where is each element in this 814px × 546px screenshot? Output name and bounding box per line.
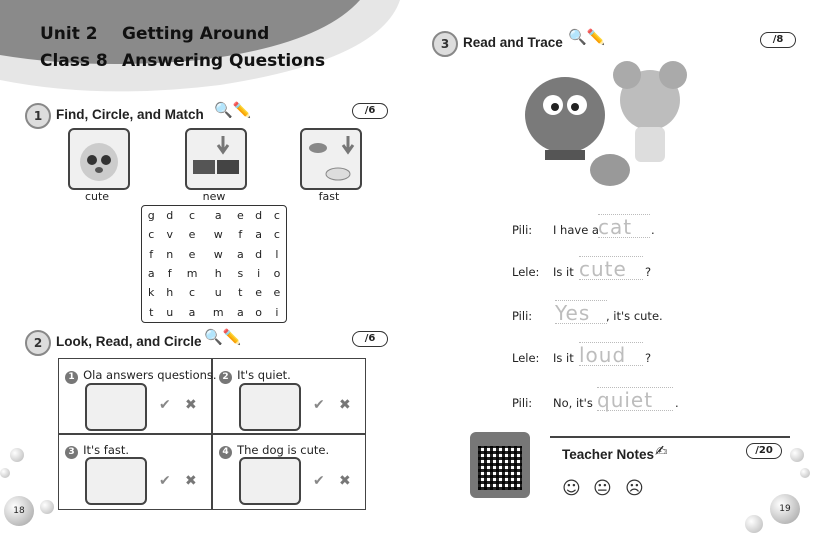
section-3-title: Read and Trace (463, 35, 563, 50)
grid-letter[interactable]: o (273, 267, 281, 281)
grid-row (142, 245, 286, 264)
books-icon (187, 130, 245, 188)
word-search-grid[interactable] (141, 205, 287, 323)
class-label: Class 8 (40, 51, 108, 71)
grid-letter[interactable]: i (275, 305, 279, 319)
grid-letter[interactable]: e (188, 228, 196, 242)
total-score: /20 (746, 443, 782, 459)
skill-icons: 🔍✏️ (204, 328, 242, 346)
grid-letter[interactable]: n (166, 247, 174, 261)
grid-letter[interactable]: l (275, 247, 279, 261)
grid-letter[interactable]: w (213, 247, 223, 261)
check-icon[interactable]: ✔ (159, 397, 171, 413)
item-4 (219, 439, 329, 459)
line-suffix: , it's cute. (606, 309, 663, 323)
grid-row (142, 264, 286, 283)
grid-row (142, 303, 286, 322)
decorative-bubble (790, 448, 804, 462)
grid-letter[interactable]: f (167, 267, 172, 281)
grid-letter[interactable]: f (149, 247, 154, 261)
trace-box[interactable] (579, 342, 643, 366)
grid-letter[interactable]: a (236, 305, 244, 319)
qr-code-box[interactable] (470, 432, 530, 498)
grid-letter[interactable]: h (166, 286, 174, 300)
decorative-bubble (0, 468, 10, 478)
teacher-notes-label: Teacher Notes (562, 447, 655, 462)
page-number-left: 18 (4, 496, 34, 526)
grid-letter[interactable]: d (166, 209, 174, 223)
page-number-right: 19 (770, 494, 800, 524)
item-3 (65, 439, 129, 459)
item-text: Ola answers questions. (83, 368, 217, 382)
section-1-title: Find, Circle, and Match (56, 107, 204, 122)
item-number: 2 (219, 371, 232, 384)
decorative-bubble (10, 448, 24, 462)
checkmark-pencil-icon: ✍ (655, 442, 668, 460)
grid-letter[interactable]: t (238, 286, 243, 300)
skill-icons: 🔍✏️ (214, 101, 252, 119)
grid-row (142, 225, 286, 244)
grid-letter[interactable]: g (147, 209, 155, 223)
item-text: It's quiet. (237, 368, 291, 382)
sad-face-icon[interactable]: ☹ (625, 478, 644, 499)
section-1-score: /6 (352, 103, 388, 119)
line-prefix: Is it (553, 265, 574, 279)
decorative-bubble (745, 515, 763, 533)
trace-word: loud (579, 343, 627, 367)
speaker-label: Lele: (512, 351, 540, 365)
cross-icon[interactable]: ✖ (339, 473, 351, 489)
grid-letter[interactable]: w (213, 228, 223, 242)
grid-letter[interactable]: e (236, 209, 244, 223)
page-title: Getting Around (122, 24, 270, 44)
speaker-label: Lele: (512, 265, 540, 279)
new-books-picture (185, 128, 247, 190)
divider (550, 436, 790, 438)
item-number: 4 (219, 446, 232, 459)
grid-letter[interactable]: d (255, 209, 263, 223)
item-1-picture (85, 383, 147, 431)
characters-illustration (515, 55, 705, 205)
cute-dog-picture (68, 128, 130, 190)
grid-letter[interactable]: c (273, 228, 280, 242)
trace-box[interactable] (597, 387, 673, 411)
trace-box[interactable] (555, 300, 607, 324)
cross-icon[interactable]: ✖ (339, 397, 351, 413)
qr-code-icon (478, 446, 522, 490)
grid-letter[interactable]: e (255, 286, 262, 300)
line-suffix: . (675, 396, 679, 410)
trace-word: quiet (597, 388, 654, 412)
grid-row (142, 206, 286, 225)
grid-letter[interactable]: c (189, 286, 196, 300)
grid-letter[interactable]: d (255, 247, 263, 261)
rabbit-turtle-icon (302, 130, 360, 188)
grid-letter[interactable]: s (237, 267, 244, 281)
line-prefix: I have a (553, 223, 599, 237)
section-2-badge: 2 (25, 330, 51, 356)
line-prefix: No, it's (553, 396, 593, 410)
grid-letter[interactable]: c (273, 209, 280, 223)
trace-word: cute (579, 257, 627, 281)
trace-word: cat (598, 215, 633, 239)
grid-letter[interactable]: a (147, 267, 155, 281)
check-icon[interactable]: ✔ (159, 473, 171, 489)
grid-letter[interactable]: o (255, 305, 262, 319)
item-3-picture (85, 457, 147, 505)
grid-letter[interactable]: e (273, 286, 281, 300)
caption-fast: fast (318, 190, 340, 203)
fast-rabbit-picture (300, 128, 362, 190)
dog-icon (70, 130, 128, 188)
unit-label: Unit 2 (40, 24, 98, 44)
grid-letter[interactable]: a (188, 305, 196, 319)
grid-letter[interactable]: h (214, 267, 222, 281)
section-1-badge: 1 (25, 103, 51, 129)
item-text: It's fast. (83, 443, 130, 457)
skill-icons: 🔍✏️ (568, 28, 606, 46)
section-2-title: Look, Read, and Circle (56, 334, 202, 349)
line-suffix: ? (645, 265, 652, 279)
speaker-label: Pili: (512, 223, 533, 237)
caption-new: new (202, 190, 226, 203)
caption-cute: cute (84, 190, 110, 203)
item-4-picture (239, 457, 301, 505)
grid-letter[interactable]: a (236, 247, 244, 261)
header-banner (0, 0, 410, 92)
item-number: 3 (65, 446, 78, 459)
item-number: 1 (65, 371, 78, 384)
trace-word: Yes (555, 301, 591, 325)
trace-box[interactable] (598, 214, 650, 238)
cross-icon[interactable]: ✖ (185, 397, 197, 413)
item-2-picture (239, 383, 301, 431)
trace-box[interactable] (579, 256, 643, 280)
grid-letter[interactable]: c (148, 228, 155, 242)
neutral-face-icon[interactable]: 😐 (593, 478, 612, 499)
grid-letter[interactable]: t (149, 305, 154, 319)
line-prefix: Is it (553, 351, 574, 365)
grid-letter[interactable]: a (255, 228, 262, 242)
grid-letter[interactable]: f (238, 228, 243, 242)
grid-letter[interactable]: i (257, 267, 261, 281)
decorative-bubble (40, 500, 54, 514)
section-2-score: /6 (352, 331, 388, 347)
grid-letter[interactable]: u (214, 286, 222, 300)
speaker-label: Pili: (512, 396, 533, 410)
decorative-bubble (800, 468, 810, 478)
speaker-label: Pili: (512, 309, 533, 323)
grid-letter[interactable]: v (166, 228, 173, 242)
line-suffix: ? (645, 351, 652, 365)
page-subtitle: Answering Questions (122, 51, 326, 71)
cross-icon[interactable]: ✖ (185, 473, 197, 489)
item-2 (219, 364, 291, 384)
grid-letter[interactable]: m (212, 305, 224, 319)
item-text: The dog is cute. (237, 443, 330, 457)
section-3-score: /8 (760, 32, 796, 48)
look-read-circle-panel (58, 358, 366, 510)
grid-letter[interactable]: k (148, 286, 155, 300)
line-suffix: . (651, 223, 655, 237)
smile-face-icon[interactable]: ☺ (562, 478, 581, 499)
divider (59, 433, 365, 435)
grid-row (142, 283, 286, 302)
grid-letter[interactable]: u (166, 305, 174, 319)
grid-letter[interactable]: c (189, 209, 196, 223)
item-1 (65, 364, 217, 384)
grid-letter[interactable]: e (188, 247, 196, 261)
check-icon[interactable]: ✔ (313, 473, 325, 489)
check-icon[interactable]: ✔ (313, 397, 325, 413)
grid-letter[interactable]: a (214, 209, 222, 223)
section-3-badge: 3 (432, 31, 458, 57)
grid-letter[interactable]: m (186, 267, 198, 281)
